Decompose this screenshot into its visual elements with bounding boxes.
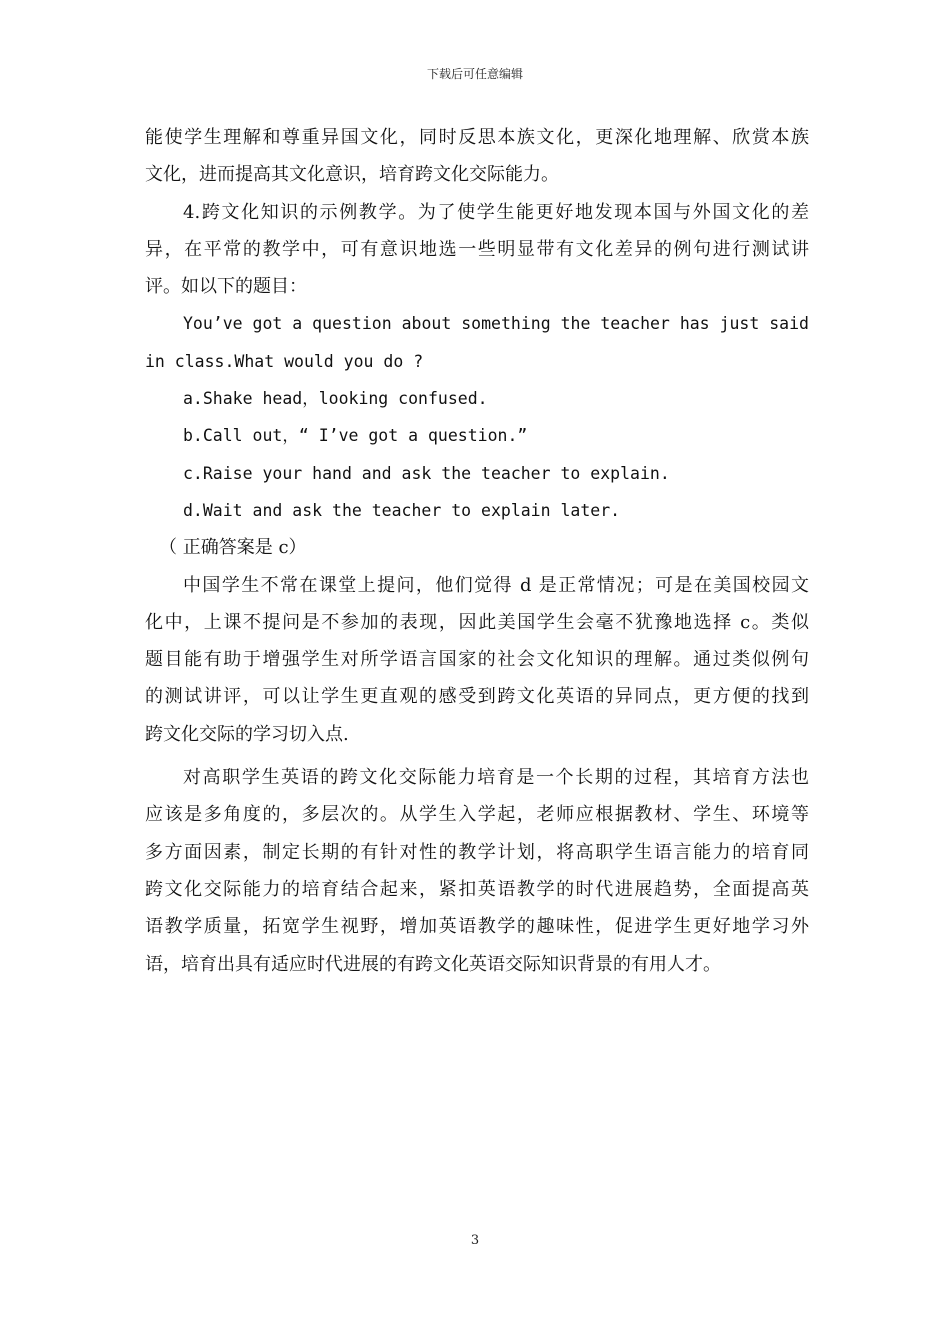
text-line: 评。如以下的题目： [145,276,307,298]
page-number: 3 [470,1233,480,1248]
paragraph-continuation [145,119,809,194]
text-line: 能使学生理解和尊重异国文化，同时反思本族文化，更深化地理解、欣赏本族 [145,127,809,148]
text-line: 文化，进而提高其文化意识，培育跨文化交际能力。 [145,164,559,186]
text-line: 异，在平常的教学中，可有意识地选一些明显带有文化差异的例句进行测试讲 [145,238,809,260]
text-line: You’ve got a question about something the teacher has just said [183,314,809,334]
page-header: 下载后可任意编辑 [426,67,523,81]
answer-option-c: c.Raise your hand and ask the teacher to explain. [183,463,670,483]
paragraph-conclusion [145,759,809,983]
text-line: 语教学质量，拓宽学生视野，增加英语教学的趣味性，促进学生更好地学习外 [145,916,809,938]
text-line: 4.跨文化知识的示例教学。为了使学生能更好地发现本国与外国文化的差 [183,201,809,223]
correct-answer: （ 正确答案是 c） [159,537,307,559]
text-line: 多方面因素，制定长期的有针对性的教学计划，将高职学生语言能力的培育同 [145,841,809,863]
text-line: 跨文化交际的学习切入点. [145,723,349,745]
text-line: 对高职学生英语的跨文化交际能力培育是一个长期的过程，其培育方法也 [183,767,809,789]
answer-option-d: d.Wait and ask the teacher to explain later. [183,500,621,520]
document-body [145,119,809,983]
text-line: 应该是多角度的，多层次的。从学生入学起，老师应根据教材、学生、环境等 [145,804,809,826]
example-question [145,305,809,380]
text-line: in class.What would you do ? [145,351,424,371]
text-line: 题目能有助于增强学生对所学语言国家的社会文化知识的理解。通过类似例句 [145,649,809,671]
answer-option-b: b.Call out，“ I’ve got a question.” [183,426,528,446]
paragraph-explanation [145,567,809,753]
text-line: 化中，上课不提问是不参加的表现，因此美国学生会毫不犹豫地选择 c。类似 [145,611,809,633]
text-line: 中国学生不常在课堂上提问，他们觉得 d 是正常情况；可是在美国校园文 [183,574,809,596]
text-line: 语，培育出具有适应时代进展的有跨文化英语交际知识背景的有用人才。 [145,953,721,975]
text-line: 跨文化交际能力的培育结合起来，紧扣英语教学的时代进展趋势，全面提高英 [145,878,809,900]
paragraph-section-4 [145,194,809,306]
text-line: 的测试讲评，可以让学生更直观的感受到跨文化英语的异同点，更方便的找到 [145,686,809,708]
answer-option-a: a.Shake head，looking confused. [183,389,488,409]
